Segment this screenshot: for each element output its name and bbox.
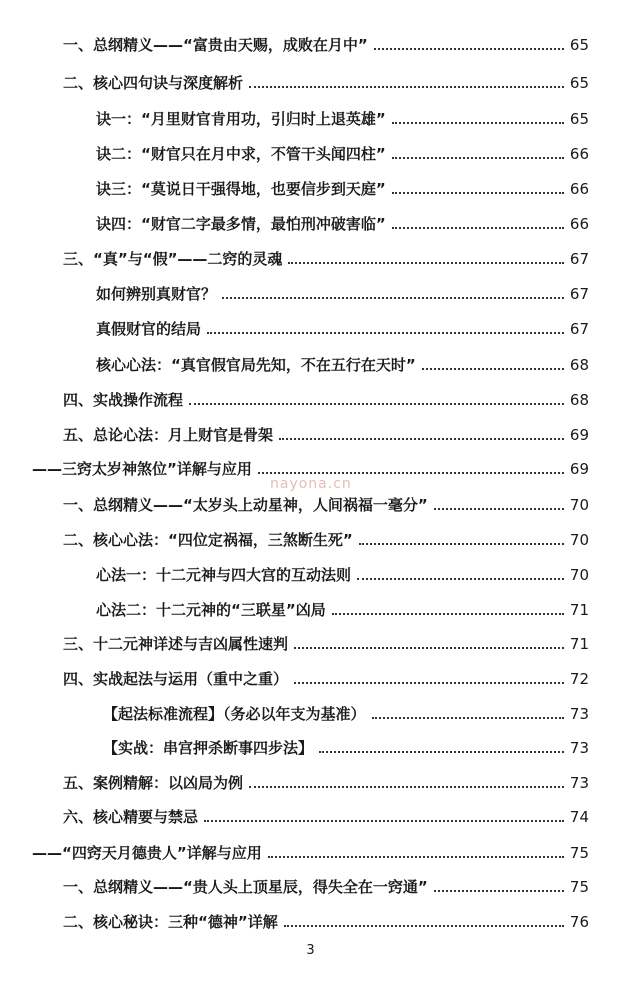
toc-entry[interactable] [0,34,621,56]
dot-leader [268,856,564,858]
toc-entry[interactable] [0,529,621,551]
toc-entry-title: 六、核心精要与禁忌 [63,808,199,826]
toc-entry[interactable] [0,842,621,864]
toc-entry-page: 65 [569,36,589,54]
dot-leader [422,368,564,370]
dot-leader [392,157,564,159]
toc-entry-title: 五、案例精解：以凶局为例 [63,774,244,792]
toc-entry[interactable] [0,318,621,340]
toc-entry-page: 68 [569,391,589,409]
dot-leader [434,508,564,510]
toc-entry-page: 66 [569,145,589,163]
dot-leader [332,613,564,615]
toc-entry-title: 诀一：“月里财官肯用功，引归时上退英雄” [96,110,386,128]
toc-entry[interactable] [0,354,621,376]
toc-entry-page: 68 [569,356,589,374]
dot-leader [359,543,564,545]
toc-entry-page: 70 [569,496,589,514]
dot-leader [392,192,564,194]
toc-entry[interactable] [0,283,621,305]
page-number: 3 [306,943,315,958]
dot-leader [372,717,564,719]
toc-entry-title: 【实战：串宫押杀断事四步法】 [103,739,314,757]
toc-entry[interactable] [0,248,621,270]
dot-leader [294,647,564,649]
toc-entry-title: 三、十二元神详述与吉凶属性速判 [63,635,289,653]
toc-entry-page: 67 [569,285,589,303]
toc-entry-title: 四、实战操作流程 [63,391,184,409]
toc-entry-title: 【起法标准流程】（务必以年支为基准） [103,705,366,723]
toc-entry[interactable] [0,178,621,200]
toc-entry-title: 诀四：“财官二字最多情，最怕刑冲破害临” [96,215,386,233]
dot-leader [279,438,564,440]
dot-leader [189,403,564,405]
toc-entry-title: ——三窍太岁神煞位”详解与应用 [32,460,252,478]
toc-entry-page: 65 [569,74,589,92]
toc-entry-title: 心法一：十二元神与四大宫的互动法则 [96,566,352,584]
toc-entry-page: 65 [569,110,589,128]
toc-entry-page: 70 [569,566,589,584]
dot-leader [374,48,564,50]
toc-entry[interactable] [0,668,621,690]
toc-entry-title: 核心心法：“真官假官局先知，不在五行在天时” [96,356,416,374]
toc-entry-title: 诀三：“莫说日干强得地，也要信步到天庭” [96,180,386,198]
toc-entry-page: 66 [569,215,589,233]
dot-leader [249,86,564,88]
toc-entry-page: 66 [569,180,589,198]
toc-entry-title: 二、核心四句诀与深度解析 [63,74,244,92]
toc-entry-page: 74 [569,808,589,826]
toc-entry-page: 70 [569,531,589,549]
toc-entry-title: 诀二：“财官只在月中求，不管干头闻四柱” [96,145,386,163]
toc-entry-title: 一、总纲精义——“太岁头上动星神，人间祸福一毫分” [63,496,428,514]
dot-leader [434,890,564,892]
watermark: nayona.cn [270,476,352,492]
dot-leader [392,227,564,229]
toc-entry-page: 72 [569,670,589,688]
toc-entry[interactable] [0,703,621,725]
dot-leader [392,122,564,124]
toc-entry[interactable] [0,806,621,828]
toc-entry[interactable] [0,143,621,165]
toc-entry[interactable] [0,911,621,933]
dot-leader [207,332,564,334]
toc-entry[interactable] [0,564,621,586]
toc-entry-page: 75 [569,844,589,862]
toc-entry[interactable] [0,772,621,794]
toc-entry-title: 五、总论心法：月上财官是骨架 [63,426,274,444]
toc-entry[interactable] [0,633,621,655]
toc-entry[interactable] [0,424,621,446]
toc-entry-page: 73 [569,774,589,792]
dot-leader [288,262,563,264]
dot-leader [357,578,564,580]
toc-entry[interactable] [0,599,621,621]
toc-entry[interactable] [0,213,621,235]
toc-entry-page: 71 [569,601,589,619]
toc-entry[interactable] [0,494,621,516]
toc-entry-page: 73 [569,705,589,723]
toc-entry-page: 67 [569,250,589,268]
dot-leader [294,682,564,684]
toc-entry-title: 四、实战起法与运用（重中之重） [63,670,289,688]
toc-entry-page: 69 [569,460,589,478]
toc-entry-page: 75 [569,878,589,896]
toc-entry-page: 71 [569,635,589,653]
dot-leader [204,820,564,822]
dot-leader [222,297,564,299]
toc-entry[interactable] [0,876,621,898]
toc-entry[interactable] [0,72,621,94]
toc-entry-title: 心法二：十二元神的“三联星”凶局 [96,601,326,619]
toc-entry[interactable] [0,737,621,759]
dot-leader [258,472,564,474]
toc-entry-title: 三、“真”与“假”——二窍的灵魂 [63,250,283,268]
dot-leader [319,751,564,753]
toc-entry-title: 一、总纲精义——“贵人头上顶星辰，得失全在一窍通” [63,878,428,896]
toc-entry-page: 73 [569,739,589,757]
toc-entry-page: 67 [569,320,589,338]
dot-leader [249,786,564,788]
toc-entry-title: 真假财官的结局 [96,320,202,338]
toc-entry-title: 二、核心心法：“四位定祸福，三煞断生死” [63,531,353,549]
toc-entry-title: 如何辨别真财官？ [96,285,217,303]
toc-entry[interactable] [0,108,621,130]
toc-entry-title: 一、总纲精义——“富贵由天赐，成败在月中” [63,36,368,54]
toc-entry-title: ——“四窍天月德贵人”详解与应用 [32,844,262,862]
toc-entry-page: 76 [569,913,589,931]
toc-entry-title: 二、核心秘诀：三种“德神”详解 [63,913,278,931]
dot-leader [284,925,564,927]
toc-entry-page: 69 [569,426,589,444]
toc-entry[interactable] [0,389,621,411]
